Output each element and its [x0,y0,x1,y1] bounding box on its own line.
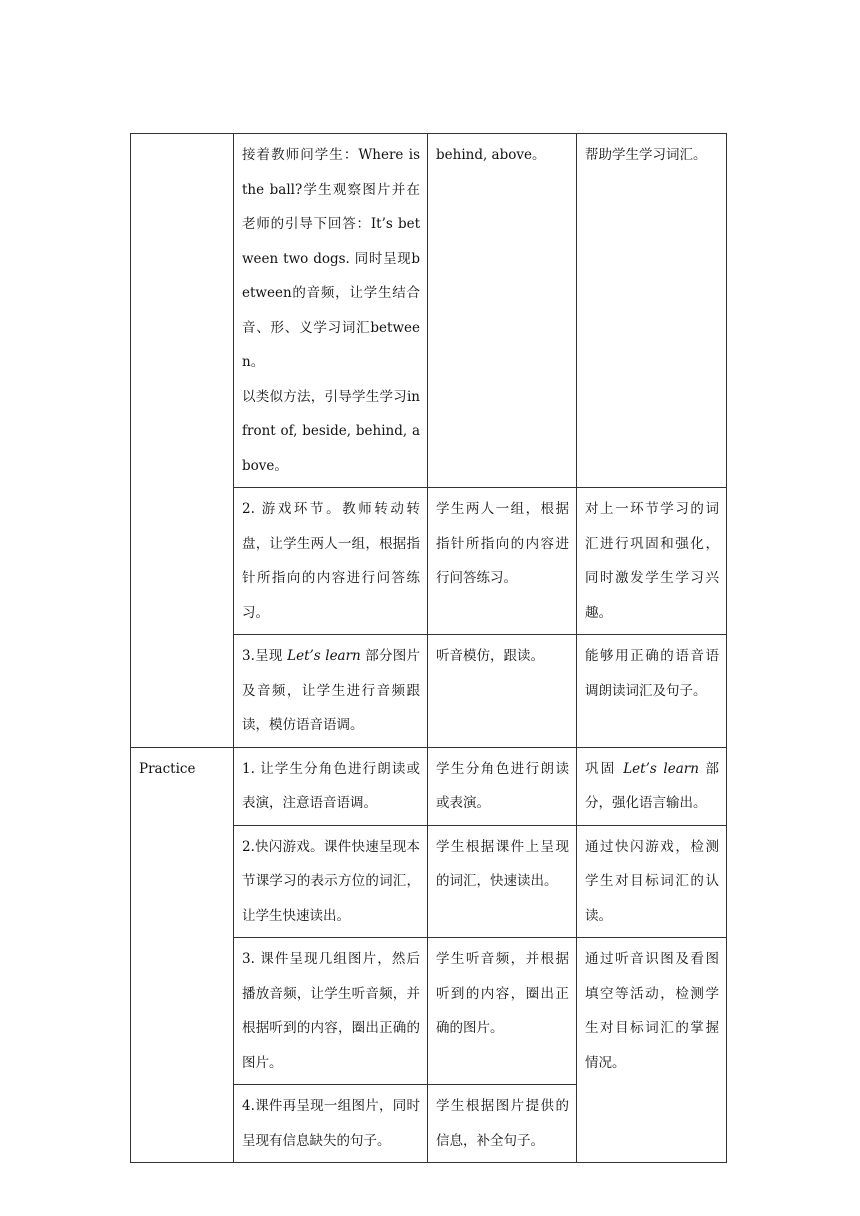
purpose-text-pre: 巩固 [585,760,624,777]
activity-text-emphasis: Let’s learn [287,648,361,664]
activity-cell [234,134,428,488]
table-row [131,747,727,825]
stage-cell-empty [131,134,234,748]
student-cell: 听音模仿，跟读。 [428,635,577,748]
activity-paragraph: 以类似方法，引导学生学习in front of, beside, behind, above。 [242,388,420,474]
purpose-cell: 对上一环节学习的词汇进行巩固和强化，同时激发学生学习兴趣。 [577,488,727,635]
activity-text-pre: 3.呈现 [242,648,288,664]
activity-text-post: 部分图片及音频，让学生进行音频跟读，模仿语音语调。 [242,648,421,733]
purpose-cell: 通过快闪游戏，检测学生对目标词汇的认读。 [577,825,727,938]
table-row [131,134,727,488]
activity-cell: 4.课件再呈现一组图片，同时呈现有信息缺失的句子。 [234,1085,428,1163]
student-cell: behind, above。 [428,134,577,488]
purpose-cell: 帮助学生学习词汇。 [577,134,727,488]
purpose-cell: 通过听音识图及看图填空等活动，检测学生对目标词汇的掌握情况。 [577,938,727,1163]
purpose-text-emphasis: Let’s learn [623,760,699,777]
purpose-cell: 能够用正确的语音语调朗读词汇及句子。 [577,635,727,748]
student-cell: 学生根据课件上呈现的词汇，快速读出。 [428,825,577,938]
purpose-text-post: 部分，强化语言输出。 [585,760,719,811]
activity-cell: 2.快闪游戏。课件快速呈现本节课学习的表示方位的词汇，让学生快速读出。 [234,825,428,938]
activity-paragraph: 接着教师问学生：Where is the ball?学生观察图片并在老师的引导下回答：It’s between two dogs. 同时呈现between的音频，让学生结合音、形、义学习词汇between。 [242,147,420,370]
activity-cell: 1. 让学生分角色进行朗读或表演，注意语音语调。 [234,747,428,825]
activity-cell: 2. 游戏环节。教师转动转盘，让学生两人一组，根据指针所指向的内容进行问答练习。 [234,488,428,635]
activity-cell [234,635,428,748]
activity-cell: 3. 课件呈现几组图片，然后播放音频，让学生听音频，并根据听到的内容，圈出正确的图片。 [234,938,428,1085]
purpose-cell [577,747,727,825]
student-cell: 学生听音频，并根据听到的内容，圈出正确的图片。 [428,938,577,1085]
student-cell: 学生分角色进行朗读或表演。 [428,747,577,825]
student-cell: 学生根据图片提供的信息，补全句子。 [428,1085,577,1163]
student-cell: 学生两人一组，根据指针所指向的内容进行问答练习。 [428,488,577,635]
stage-cell-practice: Practice [131,747,234,1163]
lesson-plan-table [130,133,727,1163]
